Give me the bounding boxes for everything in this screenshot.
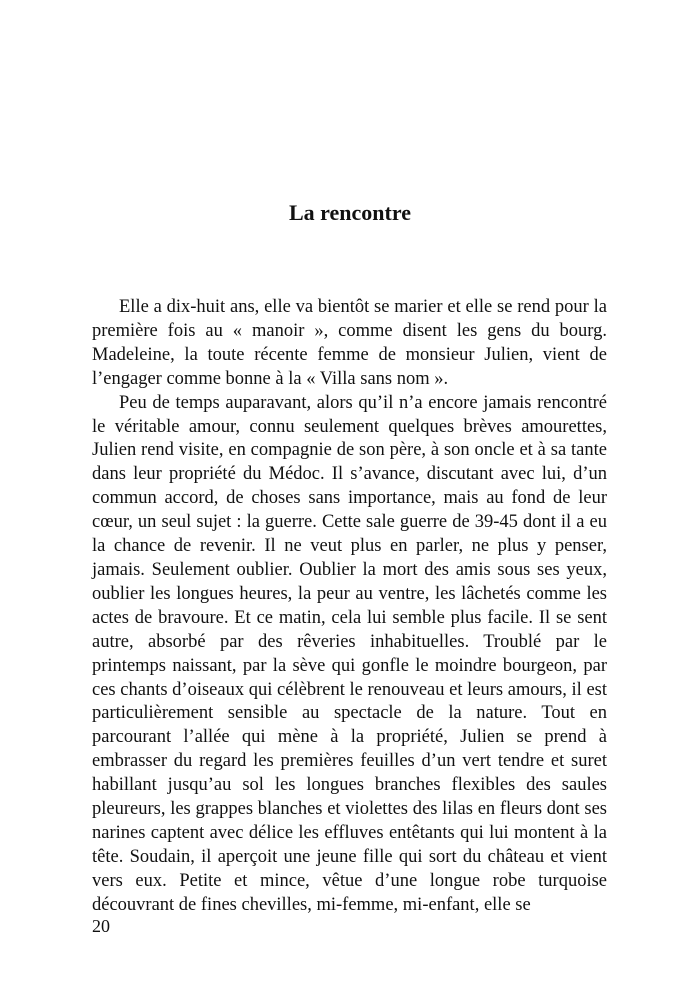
- paragraph-2: Peu de temps auparavant, alors qu’il n’a encore jamais rencontré le véritable amour, connu seulement quelques brèves amourettes, Julien rend visite, en compagnie de son père, à son oncle et à sa tante dans leur propriété du Médoc. Il s’avance, discutant avec lui, d’un commun accord, de choses sans importance, mais au fond de leur cœur, un seul sujet : la guerre. Cette sale guerre de 39-45 dont il a eu la chance de revenir. Il ne veut plus en parler, ne plus y penser, jamais. Seulement oublier. Oublier la mort des amis sous ses yeux, oublier les longues heures, la peur au ventre, les lâchetés comme les actes de bravoure. Et ce matin, cela lui semble plus facile. Il se sent autre, absorbé par des rêveries inhabituelles. Troublé par le printemps naissant, par la sève qui gonfle le moindre bourgeon, par ces chants d’oiseaux qui célèbrent le renouveau et leurs amours, il est particulièrement sensible au spectacle de la nature. Tout en parcourant l’allée qui mène à la propriété, Julien se prend à embrasser du regard les premières feuilles d’un vert tendre et suret habillant jusqu’au sol les longues branches flexibles des saules pleureurs, les grappes blanches et violettes des lilas en fleurs dont ses narines captent avec délice les effluves entêtants qui lui montent à la tête. Soudain, il aperçoit une jeune fille qui sort du château et vient vers eux. Petite et mince, vêtue d’une longue robe turquoise découvrant de fines chevilles, mi-femme, mi-enfant, elle se: [92, 392, 607, 915]
- chapter-title: La rencontre: [289, 200, 411, 225]
- paragraph-1: Elle a dix-huit ans, elle va bientôt se marier et elle se rend pour la première fois au « manoir », comme disent les gens du bourg. Madeleine, la toute récente femme de monsieur Julien, vient de l’engager comme bonne à la « Villa sans nom ».: [92, 297, 607, 389]
- body-text: [92, 296, 607, 918]
- page-number: 20: [92, 916, 110, 936]
